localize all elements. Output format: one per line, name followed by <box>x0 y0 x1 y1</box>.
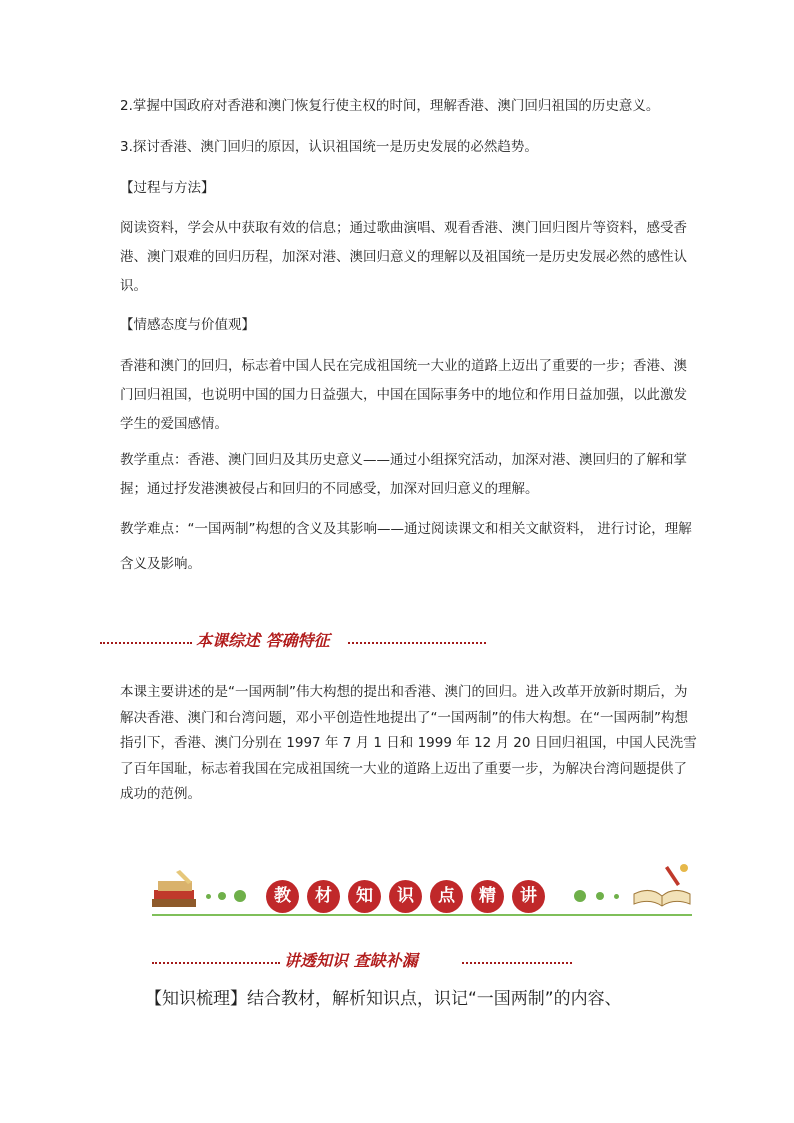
green-dot <box>614 894 619 899</box>
objective-3: 3.探讨香港、澳门回归的原因，认识祖国统一是历史发展的必然趋势。 <box>120 139 538 155</box>
green-dot <box>596 892 604 900</box>
header-char-3: 知 <box>348 880 381 913</box>
banner-title-overview: 本课综述 答确特征 <box>196 631 330 650</box>
header-char-6: 精 <box>471 880 504 913</box>
header-char-5: 点 <box>430 880 463 913</box>
open-book-icon <box>628 860 694 912</box>
objective-2: 2.掌握中国政府对香港和澳门恢复行使主权的时间，理解香港、澳门回归祖国的历史意义。 <box>120 98 660 114</box>
sub-banner-dots-right <box>462 962 572 964</box>
green-rule <box>152 914 692 916</box>
knowledge-label: 【知识梳理】 <box>145 989 247 1009</box>
values-heading: 【情感态度与价值观】 <box>120 317 255 333</box>
process-method-heading: 【过程与方法】 <box>120 180 215 196</box>
books-icon <box>150 868 202 914</box>
lesson-summary: 本课主要讲述的是“一国两制”伟大构想的提出和香港、澳门的回归。进入改革开放新时期后，为解决香港、澳门和台湾问题，邓小平创造性地提出了“一国两制”的伟大构想。在“一国两制”构想指引下，香港、澳门分别在 1997 年 7 月 1 日和 1999 年 12 月 20 日回归祖国，中国人民洗雪了百年国耻，标志着我国在完成祖国统一大业的道路上迈出了重要一步，为解决台湾问题提供了成功的范例。 <box>120 684 697 802</box>
sub-banner-dots-left <box>152 962 280 964</box>
banner-dots-right <box>348 642 486 644</box>
green-dot <box>574 890 586 902</box>
sub-banner-title: 讲透知识 查缺补漏 <box>284 951 418 970</box>
green-dot <box>206 894 211 899</box>
header-char-4: 识 <box>389 880 422 913</box>
green-dot <box>218 892 226 900</box>
header-char-7: 讲 <box>512 880 545 913</box>
key-points-text: 教学重点：香港、澳门回归及其历史意义——通过小组探究活动，加深对港、澳回归的了解和掌握；通过抒发港澳被侵占和回归的不同感受，加深对回归意义的理解。 <box>120 452 687 497</box>
header-char-1: 教 <box>266 880 299 913</box>
knowledge-summary-line <box>145 985 705 1013</box>
knowledge-text: 结合教材，解析知识点，识记“一国两制”的内容、 <box>247 989 622 1009</box>
green-dot <box>234 890 246 902</box>
difficulties-text: 教学难点：“一国两制”构想的含义及其影响——通过阅读课文和相关文献资料， 进行讨论，理解含义及影响。 <box>120 521 692 572</box>
process-method-text: 阅读资料，学会从中获取有效的信息；通过歌曲演唱、观看香港、澳门回归图片等资料，感受香港、澳门艰难的回归历程，加深对港、澳回归意义的理解以及祖国统一是历史发展必然的感性认识。 <box>120 220 687 294</box>
values-text: 香港和澳门的回归，标志着中国人民在完成祖国统一大业的道路上迈出了重要的一步；香港、澳门回归祖国，也说明中国的国力日益强大，中国在国际事务中的地位和作用日益加强，以此激发学生的爱国感情。 <box>120 358 687 432</box>
banner-dots-left <box>100 642 192 644</box>
header-char-2: 材 <box>307 880 340 913</box>
